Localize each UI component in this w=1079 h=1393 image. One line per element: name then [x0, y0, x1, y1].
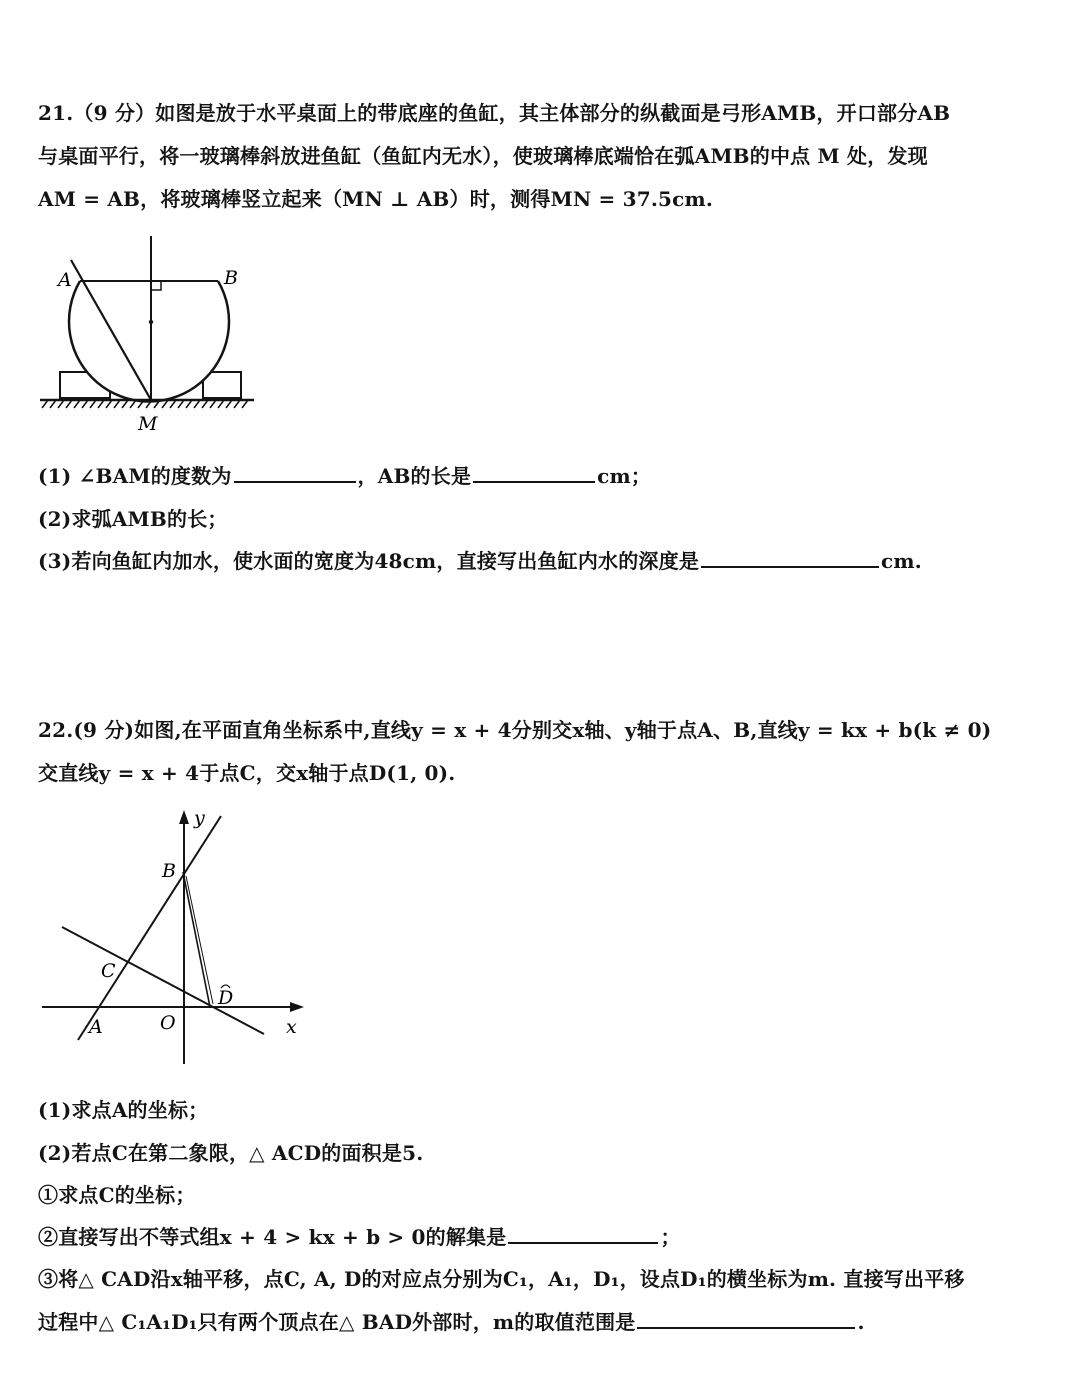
q21-stem-line-3: AM = AB，将玻璃棒竖立起来（MN ⊥ AB）时，测得MN = 37.5cm.	[38, 187, 714, 211]
label-x: x	[286, 1016, 297, 1038]
q22-part-2: (2)若点C在第二象限，△ ACD的面积是5.	[38, 1141, 424, 1165]
fish-tank-figure	[38, 232, 268, 437]
label-a: A	[58, 269, 72, 291]
label-c: C	[101, 960, 116, 982]
q22-stem-line-1: 22.(9 分)如图,在平面直角坐标系中,直线y = x + 4分别交x轴、y轴于点A、B,直线y = kx + b(k ≠ 0)	[38, 718, 992, 742]
label-b: B	[162, 860, 176, 882]
q22-sub-1: ①求点C的坐标；	[38, 1183, 196, 1207]
q21-part-1: (1) ∠BAM的度数为 ，AB的长是 cm；	[38, 464, 652, 488]
answer-blank-angle-bam[interactable]	[234, 480, 356, 483]
q22-part-1: (1)求点A的坐标；	[38, 1098, 209, 1122]
rod-midpoint-dot	[149, 320, 153, 324]
q22-stem-line-2: 交直线y = x + 4于点C，交x轴于点D(1, 0).	[38, 761, 456, 785]
q21-part-2: (2)求弧AMB的长；	[38, 507, 228, 531]
answer-blank-m-range[interactable]	[637, 1326, 855, 1329]
segment-bd	[183, 872, 210, 1007]
q22-sub-3-line-2: 过程中△ C₁A₁D₁只有两个顶点在△ BAD外部时，m的取值范围是 .	[38, 1310, 865, 1334]
q22-sub-3-line-1: ③将△ CAD沿x轴平移，点C, A, D的对应点分别为C₁，A₁，D₁，设点D₁的横坐标为m. 直接写出平移	[38, 1267, 965, 1291]
label-d: D	[218, 987, 234, 1009]
segment-bd-sketch	[186, 876, 213, 1004]
label-a: A	[89, 1016, 103, 1038]
label-y: y	[194, 807, 205, 829]
q21-stem-line-2: 与桌面平行，将一玻璃棒斜放进鱼缸（鱼缸内无水），使玻璃棒底端恰在弧AMB的中点 M 处，发现	[38, 144, 928, 168]
label-m: M	[138, 413, 158, 435]
q22-sub-2: ②直接写出不等式组x + 4 > kx + b > 0的解集是 ；	[38, 1225, 681, 1249]
x-axis-arrow	[290, 1002, 304, 1012]
q21-stem-line-1: 21.（9 分）如图是放于水平桌面上的带底座的鱼缸，其主体部分的纵截面是弓形AMB，开口部分AB	[38, 101, 951, 125]
answer-blank-water-depth[interactable]	[701, 565, 879, 568]
y-axis-arrow	[179, 810, 189, 824]
coordinate-figure	[38, 802, 313, 1072]
answer-blank-inequality[interactable]	[508, 1241, 658, 1244]
label-o: O	[160, 1012, 176, 1034]
label-b: B	[224, 267, 238, 289]
q21-part-3: (3)若向鱼缸内加水，使水面的宽度为48cm，直接写出鱼缸内水的深度是 cm.	[38, 549, 922, 573]
answer-blank-ab-length[interactable]	[473, 480, 595, 483]
